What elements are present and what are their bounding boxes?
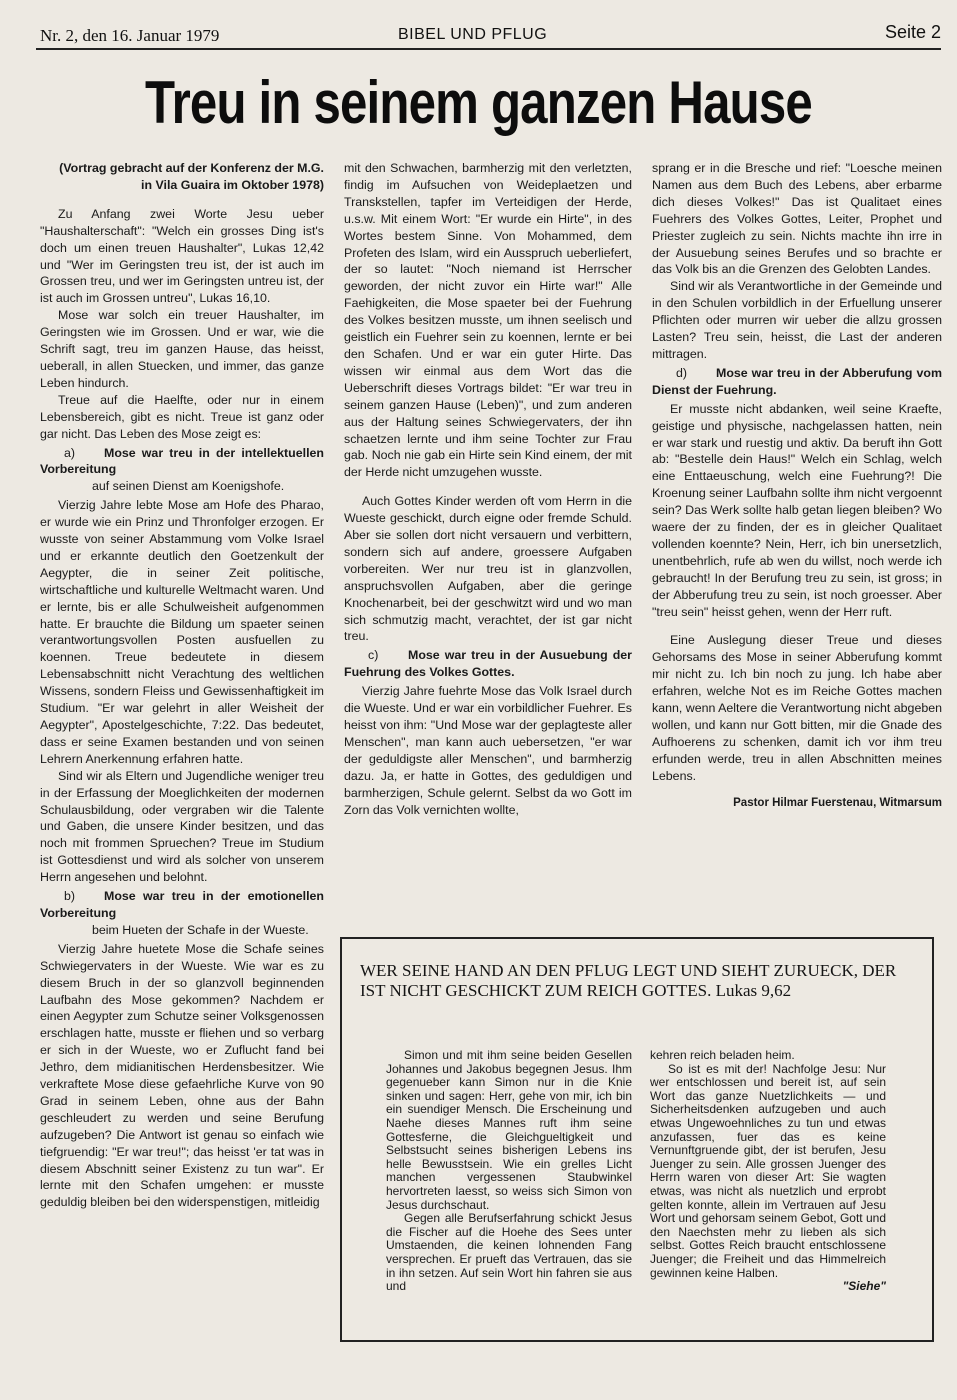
newspaper-name: BIBEL UND PFLUG	[398, 26, 548, 43]
section-heading-bold: Mose war treu in der Abberufung vom Dienst der Fuehrung.	[652, 365, 942, 397]
paragraph: Auch Gottes Kinder werden oft vom Herrn in die Wueste geschickt, durch eigne oder fremde Schuld. Aber sie sollen dort nicht versauern und verbittern, sondern sich auf andere, groessere Aufgaben vorbereiten. Wer nur treu ist in glanzvollen, anspruchsvollen Aufgaben, aber die geringe Knochenarbeit, bei der geschwitzt wird und wo man sich schmutzig macht, verachtet, der ist gar nicht treu.	[344, 494, 632, 644]
section-heading-d	[652, 365, 942, 399]
section-heading-bold: Mose war treu in der Ausuebung der Fuehrung des Volkes Gottes.	[344, 648, 632, 680]
paragraph: Gegen alle Berufserfahrung schickt Jesus die Fischer auf die Hoehe des Sees unter Umstaenden, die keinen lohnenden Fang versprechen. Er prueft das Vertrauen, das sie in ihn setzen. Auf sein Wort hin fahren sie aus und	[386, 1211, 632, 1294]
box-source: "Siehe"	[842, 1279, 886, 1294]
section-heading-a	[40, 445, 324, 496]
section-heading-rest: beim Hueten der Schafe in der Wueste.	[92, 922, 309, 937]
paragraph: Vierzig Jahre lebte Mose am Hofe des Pharao, er wurde wie ein Prinz und Thronfolger erzogen. Er wusste von seiner Abstammung vom Volke Israel und er erkannte deutlich den Goetzenkult der Aegypter, die in seiner Zeit politische, wirtschaftliche und kulturelle Weltmacht waren. Und er lernte, bis er alle Schulweisheit aufgenommen hatte. Er brauchte die Bildung um spaeter seinen verantwortungsvollen Posten ausfuellen zu koennen. Treue bedeutete in diesem Lebensabschnitt nicht Verachtung des weltlichen Wissens, sondern Fleiss und Gewissenhaftigkeit im Studium. "Er war gelehrt in aller Weisheit der Aegypter", Apostelgeschichte, 7:22. Das bedeutet, dass er seine Examen bestanden und von seinen Lehrern Anerkennung erfahren hatte.	[40, 498, 324, 766]
author-signature: Pastor Hilmar Fuerstenau, Witmarsum	[733, 796, 942, 809]
section-label: a)	[64, 445, 76, 460]
paragraph: Vierzig Jahre fuehrte Mose das Volk Israel durch die Wueste. Und er war ein vorbildlicher Fuehrer. Es heisst von ihm: "Und Mose war der geplagteste aller Menschen", man kann auch uebersetzen, "er war der geduldigste aller Menschen", und barmherzig dazu. Ja, er hatte in Gottes, des geduldigen und barmherzigen, Schule gelernt. Selbst da wo Gott im Zorn das Volk vernichten wollte,	[344, 684, 632, 817]
section-heading-bold: Mose war treu in der emotionellen Vorbereitung	[40, 889, 324, 920]
page-number: Seite 2	[884, 22, 941, 42]
section-label: b)	[64, 889, 76, 904]
box-column-2	[650, 1049, 886, 1294]
box-heading: WER SEINE HAND AN DEN PFLUG LEGT UND SIEHT ZURUECK, DER IST NICHT GESCHICKT ZUM REICH GOTTES. Lukas 9,62	[360, 961, 897, 1000]
article-column-1	[40, 160, 324, 1211]
section-heading-bold: Mose war treu in der intellektuellen Vorbereitung	[40, 445, 324, 477]
article-column-3	[652, 160, 942, 812]
paragraph: So ist es mit der! Nachfolge Jesu: Nur wer entschlossen und bereit ist, auf sein Wort das ganze Nuetzlichkeits — und Sicherheitsdenken aufzugeben und auch etwas Ungewoehnliches zu tun und etwas anzufassen, fuer das es keine Vernunftgruende gibt, der ist berufen, Jesu Juenger zu sein. Alle grossen Juenger des Herrn waren von dieser Art: Sie wagten etwas, was nicht als nuetzlich und erprobt gelten konnte, allein im Vertrauen auf Jesu Wort und gehorsam seinem Gebot, Gott und den Naechsten mehr zu lieben als sich selbst. Gottes Reich braucht entschlossene Juenger; die Freiheit und das Himmelreich gewinnen keine Halben.	[650, 1061, 886, 1280]
section-label: c)	[368, 648, 379, 663]
paragraph: Sind wir als Eltern und Jugendliche weniger treu in der Erfassung der Moeglichkeiten der modernen Schulausbildung, oder vergraben wir die Talente und Gaben, die unsere Kinder besitzen, und das noch mit frommen Spruechen? Treue im Studium ist Gottesdienst und wird als solcher von unserem Herrn angesehen und belohnt.	[40, 768, 324, 885]
section-label: d)	[676, 365, 688, 380]
issue-date: Nr. 2, den 16. Januar 1979	[40, 26, 220, 45]
section-heading-c	[344, 647, 632, 681]
paragraph: Eine Auslegung dieser Treue und dieses Gehorsams des Mose in seiner Abberufung kommt mir nicht zu. Ich bin noch zu jung. Ich habe aber erfahren, welche Not es im Reiche Gottes machen kann, wenn Aeltere die Verantwortung nicht abgeben wollen, und kann nur Gott bitten, mir die Gnade des Aufhoerens zu schenken, damit ich vor ihm treu erfunden werde, treu in allen Abschnitten meines Lebens.	[652, 633, 943, 783]
header-rule	[36, 48, 941, 50]
paragraph: Treue auf die Haelfte, oder nur in einem Lebensbereich, gibt es nicht. Treue ist ganz oder gar nicht. Das Leben des Mose zeigt es:	[40, 392, 324, 441]
box-column-1	[386, 1049, 632, 1294]
article-title: Treu in seinem ganzen Hause	[145, 69, 812, 136]
paragraph: Zu Anfang zwei Worte Jesu ueber "Haushalterschaft": "Welch ein grosses Ding ist's doch um einen treuen Haushalter", Lukas 12,42 und "Wer im Geringsten treu ist, der ist auch im Grossen treu, und wer im Geringsten untreu ist, der ist auch im Grossen untreu", Lukas 16,10.	[40, 206, 324, 306]
article-intro: (Vortrag gebracht auf der Konferenz der M.G. in Vila Guaira im Oktober 1978)	[59, 161, 324, 192]
paragraph: Mose war solch ein treuer Haushalter, im Geringsten wie im Grossen. Und er war, wie die Schrift sagt, treu im ganzen Hause, das heisst, ueberall, in allen Stuecken, und immer, das ganze Leben hindurch.	[40, 308, 324, 390]
section-heading-rest: auf seinen Dienst am Koenigshofe.	[92, 479, 285, 494]
paragraph: mit den Schwachen, barmherzig mit den verletzten, findig im Aufsuchen von Weideplaetzen und Transkstellen, tapfer im Verteidigen der Herde, u.s.w. Mit einem Wort: "Er wurde ein Hirte", in des Wortes bestem Sinne. Von Mohammed, dem Profeten des Islam, wird ein Ausspruch ueberliefert, der so lautet: "Noch niemand ist Herrscher geworden, der nicht zuvor ein Hirte war!" Alle Faehigkeiten, die Mose spaeter bei der Fuehrung des Volkes besitzen musste, um ihnen seelisch und geistlich ein Fuehrer sein zu koennen, lernte er bei den Schafen. Und er war ein guter Hirte. Das wissen wir einmal aus dem Wort das die Ueberschrift dieses Vortrags bildet: "Er war treu in seinem ganzen Hause (Leben)", und zum anderen aus der Haltung seines Schwiegervaters, der ihn schaetzen lernte und ihm seine Tochter zur Frau gab. Noch nie gab ein Hirte sein Kind einem, der mit der Herde nicht umzugehen wusste.	[344, 161, 632, 480]
section-heading-b	[40, 888, 324, 939]
paragraph: kehren reich beladen heim.	[650, 1048, 795, 1062]
paragraph: Vierzig Jahre huetete Mose die Schafe seines Schwiegervaters in der Wueste. Wie war es zu diesem Bruch in der so glanzvoll beginnenden Laufbahn des Mose gekommen? Nachdem er einen Aegypter zum Schutze seiner Volksgenossen erschlagen hatte, musste er fliehen und so verbarg er sich in der Wueste, wo er Zuflucht fand bei Jethro, dem midianitischen Herdensbesitzer. Wie verkraftete Mose diese gefaehrliche Kurve von 90 Grad in seinem Leben, ohne aus der Bahn geschleudert zu werden und seine Berufung aufzugeben? Die Antwort ist genau so einfach wie tiefgruendig: "Er war treu!"; das heisst 'er tat was in diesem Abschnitt seiner Existenz zu tun war". Er lernte mit den Schafen umgehen: er musste geduldig bleiben bei den widerspenstigen, mitleidig	[40, 941, 324, 1210]
paragraph: Er musste nicht abdanken, weil seine Kraefte, geistige und physische, nachgelassen hatten, nein er war stark und ruestig und aktiv. Da beruft ihn Gott ab: "Bestelle dein Haus!" Welch ein Schlag, welch eine Enttaeuschung, welch eine Fuehrung?! Die Kroenung seiner Laufbahn sollte ihm nicht vergoennt sein? Das Werk sollte halb getan liegen bleiben? Wo waere der zu finden, der es in gleicher Qualitaet vollenden koennte? Nein, Herr, ich bin unersetzlich, unentbehrlich, rufe ab wen du willst, noch werde ich gebraucht! In der Berufung treu zu sein, ist gross; in der Abberufung treu zu sein, ist noch groesser. Aber "treu sein" heisst gehen, wenn der Herr ruft.	[652, 401, 942, 619]
article-column-2	[344, 160, 632, 818]
quote-box	[340, 937, 934, 1342]
paragraph: sprang er in die Bresche und rief: "Loesche meinen Namen aus dem Buch des Lebens, aber erbarme dich dieses Volkes!" Das ist Qualitaet eines Fuehrers des Volkes Gottes, Leiter, Prophet und Priester zugleich zu sein. Nichts machte ihn irre in der Ausuebung seines Berufes und so brachte er das Volk bis an die Grenzen des Gelobten Landes.	[652, 161, 942, 277]
paragraph: Sind wir als Verantwortliche in der Gemeinde und in den Schulen vorbildlich in der Erfuellung unserer Pflichten oder murren wir ueber die allzu grossen Lasten? Treu sein, heisst, die Last der anderen mittragen.	[652, 279, 942, 361]
paragraph: Simon und mit ihm seine beiden Gesellen Johannes und Jakobus begegnen Jesus. Ihm gegenueber kann Simon nur in die Knie sinken und sagen: Herr, gehe von mir, ich bin ein suendiger Mensch. Die Erscheinung und Naehe dieses Mannes ruft ihm seine Gottesferne, die Gleichgueltigkeit und Selbstsucht seines bisherigen Lebens ins helle Bewusstsein. Wie ein grelles Licht manchen vergessenen Staubwinkel hervortreten laesst, so weiss sich Simon von Jesus durchschaut.	[386, 1048, 632, 1212]
